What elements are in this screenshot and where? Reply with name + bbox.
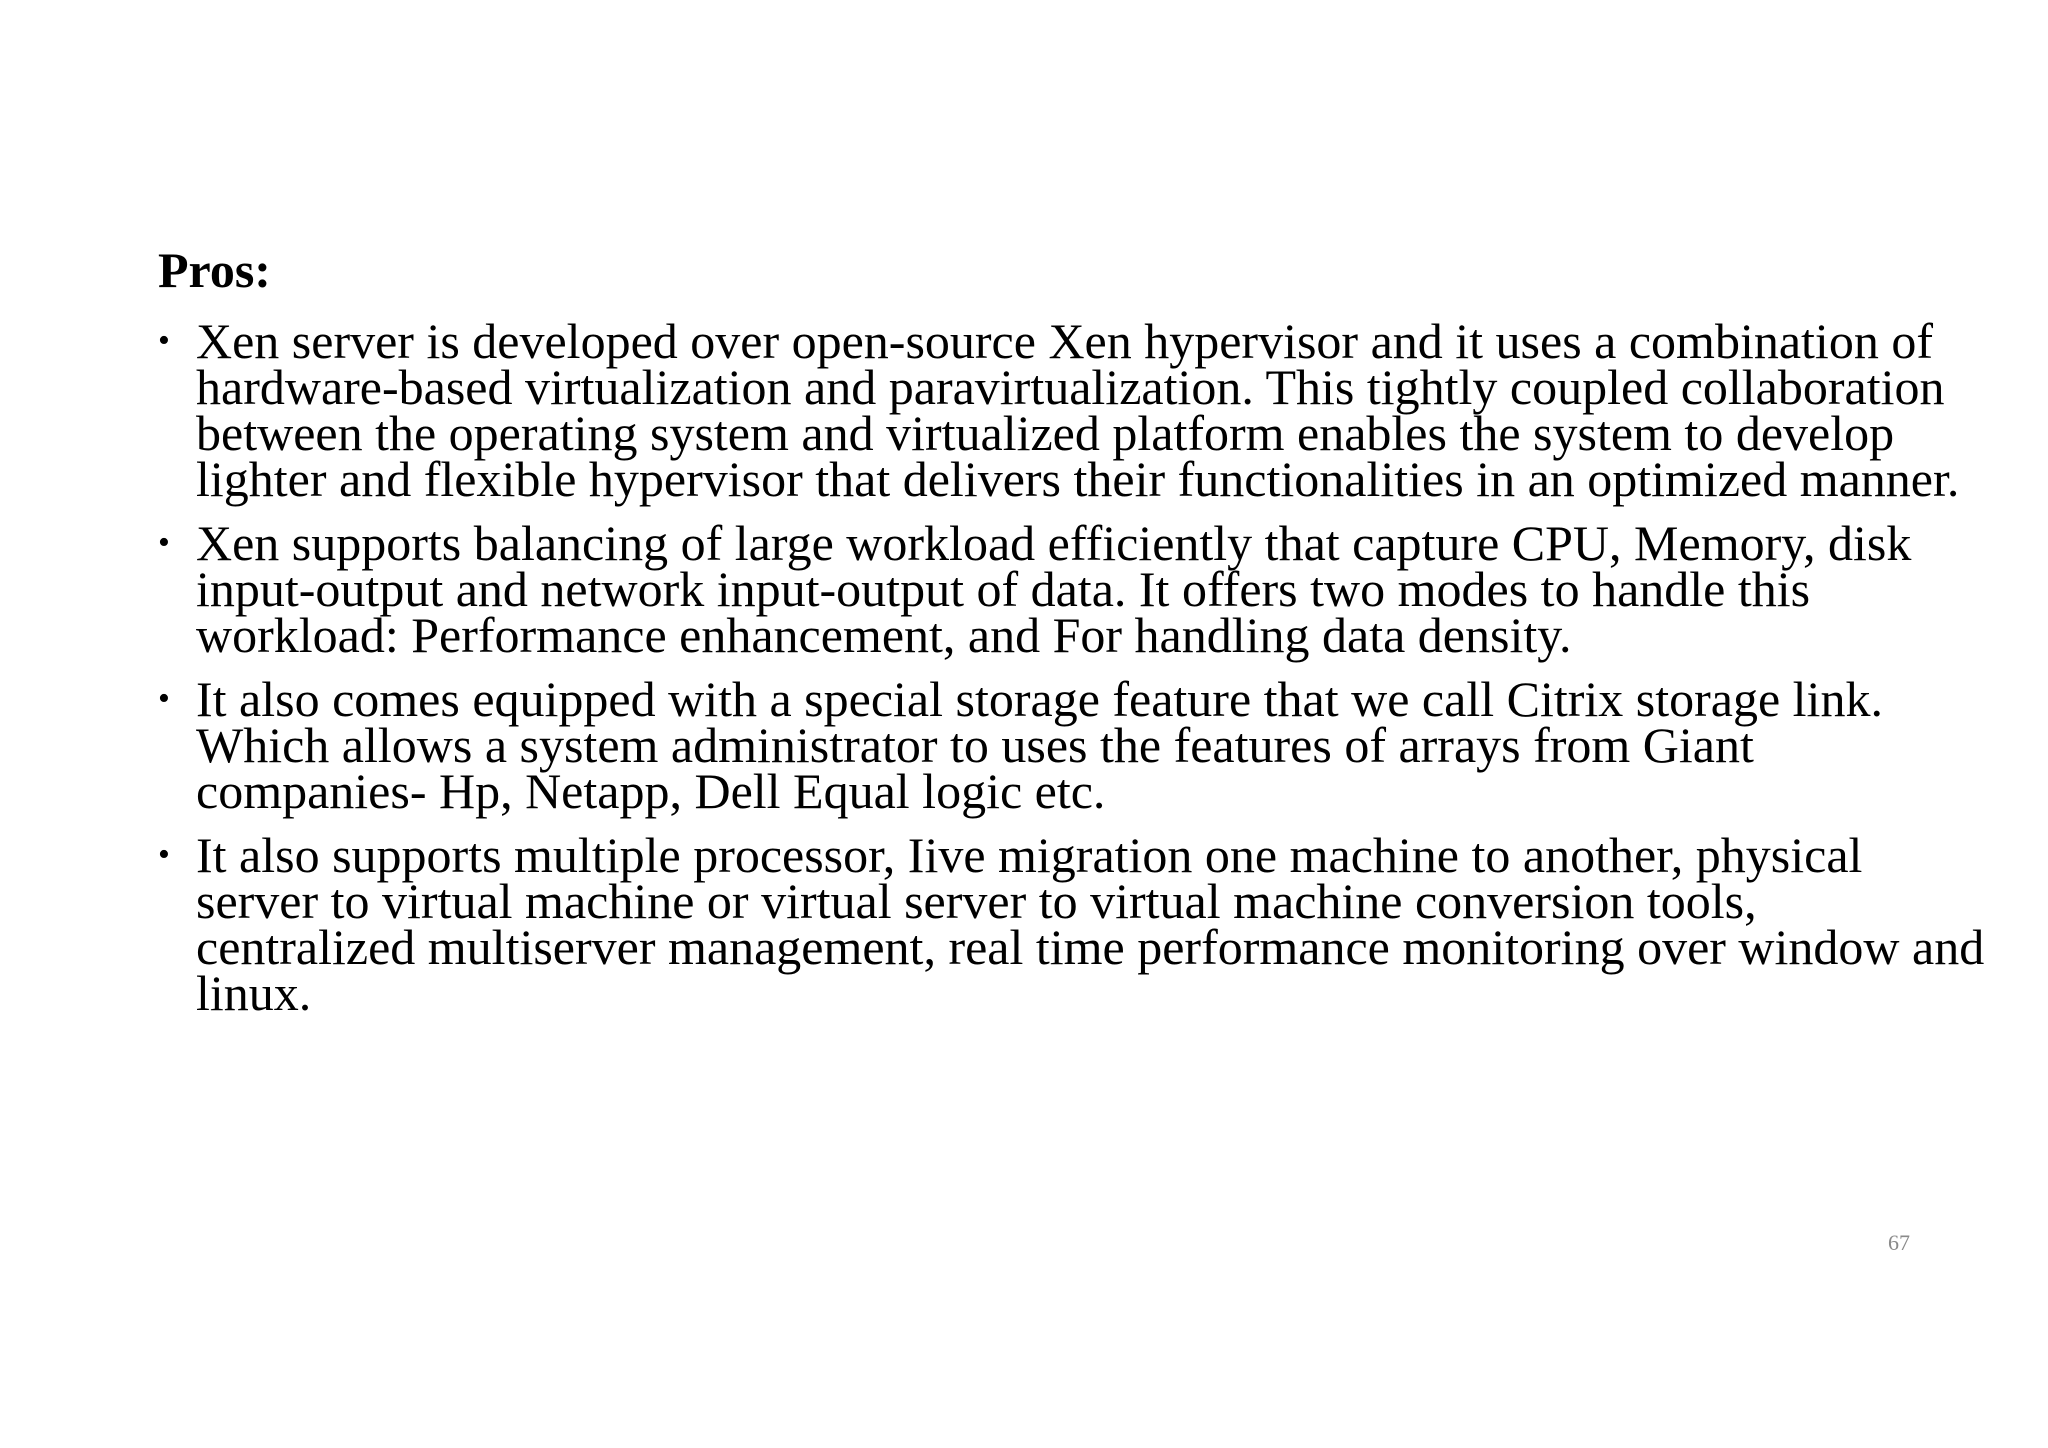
bullet-text: It also supports multiple processor, Iive migration one machine to another, physical server to virtual machine or virtual server to virtual machine conversion tools, centralized multiserver management, real time performance monitoring over window and linux. [196,827,1985,1021]
pros-bullet-list [158,313,1988,1034]
bullet-dot-icon: • [158,836,170,873]
bullet-text: Xen supports balancing of large workload efficiently that capture CPU, Memory, disk input-output and network input-output of data. It offers two modes to handle this workload: Performance enhancement, and For handling data density. [196,515,1912,663]
bullet-dot-icon: • [158,322,170,359]
bullet-text: It also comes equipped with a special storage feature that we call Citrix storage link. Which allows a system administrator to uses the features of arrays from Giant companies- Hp, Netapp, Dell Equal logic etc. [196,671,1883,819]
bullet-item [158,313,1988,507]
bullet-item [158,515,1988,663]
pros-heading: Pros: [158,242,271,298]
page-number: 67 [1888,1230,1910,1255]
bullet-dot-icon: • [158,680,170,717]
bullet-item [158,827,1988,1021]
bullet-text: Xen server is developed over open-source Xen hypervisor and it uses a combination of hardware-based virtualization and paravirtualization. This tightly coupled collaboration between the operating system and virtualized platform enables the system to develop lighter and flexible hypervisor that delivers their functionalities in an optimized manner. [196,313,1960,507]
bullet-item [158,671,1988,819]
bullet-dot-icon: • [158,524,170,561]
